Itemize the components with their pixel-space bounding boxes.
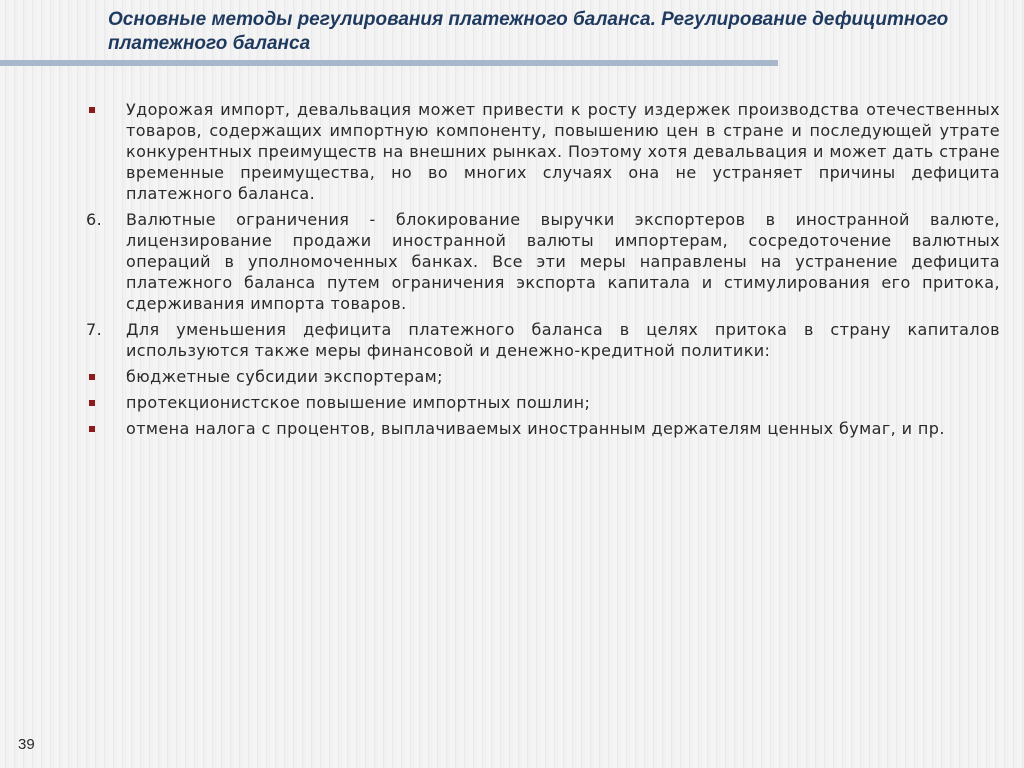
list-item-text: протекционистское повышение импортных пошлин; (126, 393, 591, 412)
list-item (86, 209, 1000, 314)
square-bullet-icon (89, 107, 95, 113)
slide-title: Основные методы регулирования платежного баланса. Регулирование дефицитного платежного баланса (108, 9, 949, 54)
list-item-text: Для уменьшения дефицита платежного баланса в целях притока в страну капиталов используются также меры финансовой и денежно-кредитной политики: (126, 320, 1000, 360)
list-item (86, 392, 1000, 413)
list-item (86, 366, 1000, 387)
list-number: 6. (86, 210, 103, 229)
list-item-text: Валютные ограничения - блокирование выручки экспортеров в иностранной валюте, лицензирование продажи иностранной валюты импортерам, сосредоточение валютных операций в уполномоченных банках. Все эти меры направлены на устранение дефицита платежного баланса путем ограничения экспорта капитала и стимулирования его притока, сдерживания импорта товаров. (126, 210, 1000, 313)
list-marker (86, 209, 126, 230)
slide-content (86, 99, 1000, 444)
list-item (86, 319, 1000, 361)
list-number: 7. (86, 320, 103, 339)
list-item (86, 99, 1000, 204)
list-item (86, 418, 1000, 439)
square-bullet-icon (89, 400, 95, 406)
list-item-text: отмена налога с процентов, выплачиваемых иностранным держателям ценных бумаг, и пр. (126, 419, 945, 438)
title-underline (0, 60, 778, 66)
list-item-text: Удорожая импорт, девальвация может привести к росту издержек производства отечественных товаров, содержащих импортную компоненту, повышению цен в стране и последующей утрате конкурентных преимуществ на внешних рынках. Поэтому хотя девальвация и может дать стране временные преимущества, но во многих случаях она не устраняет причины дефицита платежного баланса. (126, 100, 1000, 203)
square-bullet-icon (89, 374, 95, 380)
square-bullet-icon (89, 426, 95, 432)
list-marker (86, 319, 126, 340)
page-number: 39 (18, 736, 35, 753)
list-item-text: бюджетные субсидии экспортерам; (126, 367, 443, 386)
